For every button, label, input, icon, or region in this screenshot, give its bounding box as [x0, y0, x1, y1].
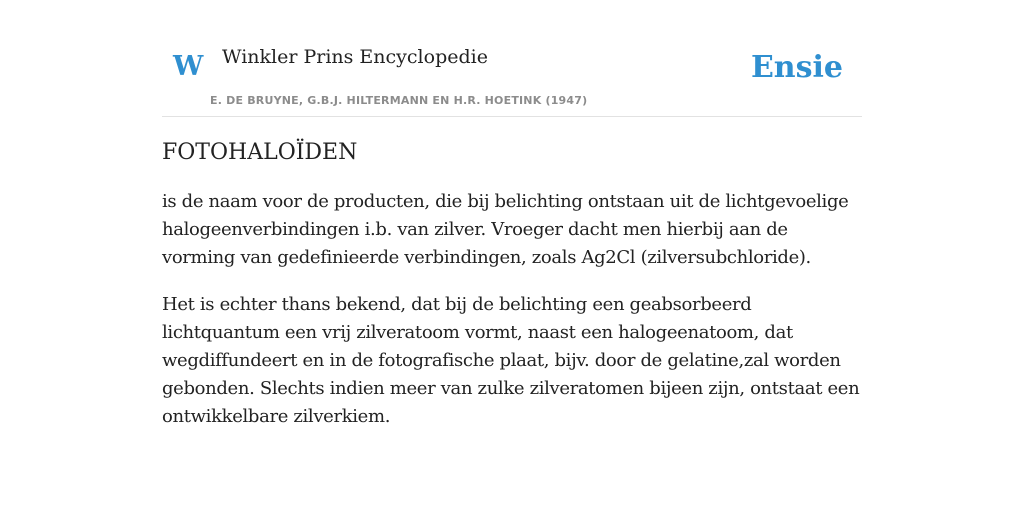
article-title: FOTOHALOÏDEN: [162, 140, 358, 165]
article: [162, 140, 862, 450]
article-paragraph: is de naam voor de producten, die bij belichting ontstaan uit de lichtgevoelige halogeenverbindingen i.b. van zilver. Vroeger dacht men hierbij aan de vorming van gedefinieerde verbindingen, zoals Ag2Cl (zilversubchloride).: [162, 191, 849, 269]
publication-authors: E. DE BRUYNE, G.B.J. HILTERMANN EN H.R. HOETINK (1947): [210, 94, 588, 107]
brand-logo[interactable]: Ensie: [750, 50, 843, 85]
header: [162, 40, 862, 117]
publication-logo[interactable]: W: [173, 51, 204, 82]
article-paragraph: Het is echter thans bekend, dat bij de belichting een geabsorbeerd lichtquantum een vrij zilveratoom vormt, naast een halogeenatoom, dat wegdiffundeert en in de fotografische plaat, bijv. door de gelatine,zal worden gebonden. Slechts indien meer van zulke zilveratomen bijeen zijn, ontstaat een ontwikkelbare zilverkiem.: [162, 294, 860, 428]
publication-title[interactable]: Winkler Prins Encyclopedie: [222, 46, 488, 68]
